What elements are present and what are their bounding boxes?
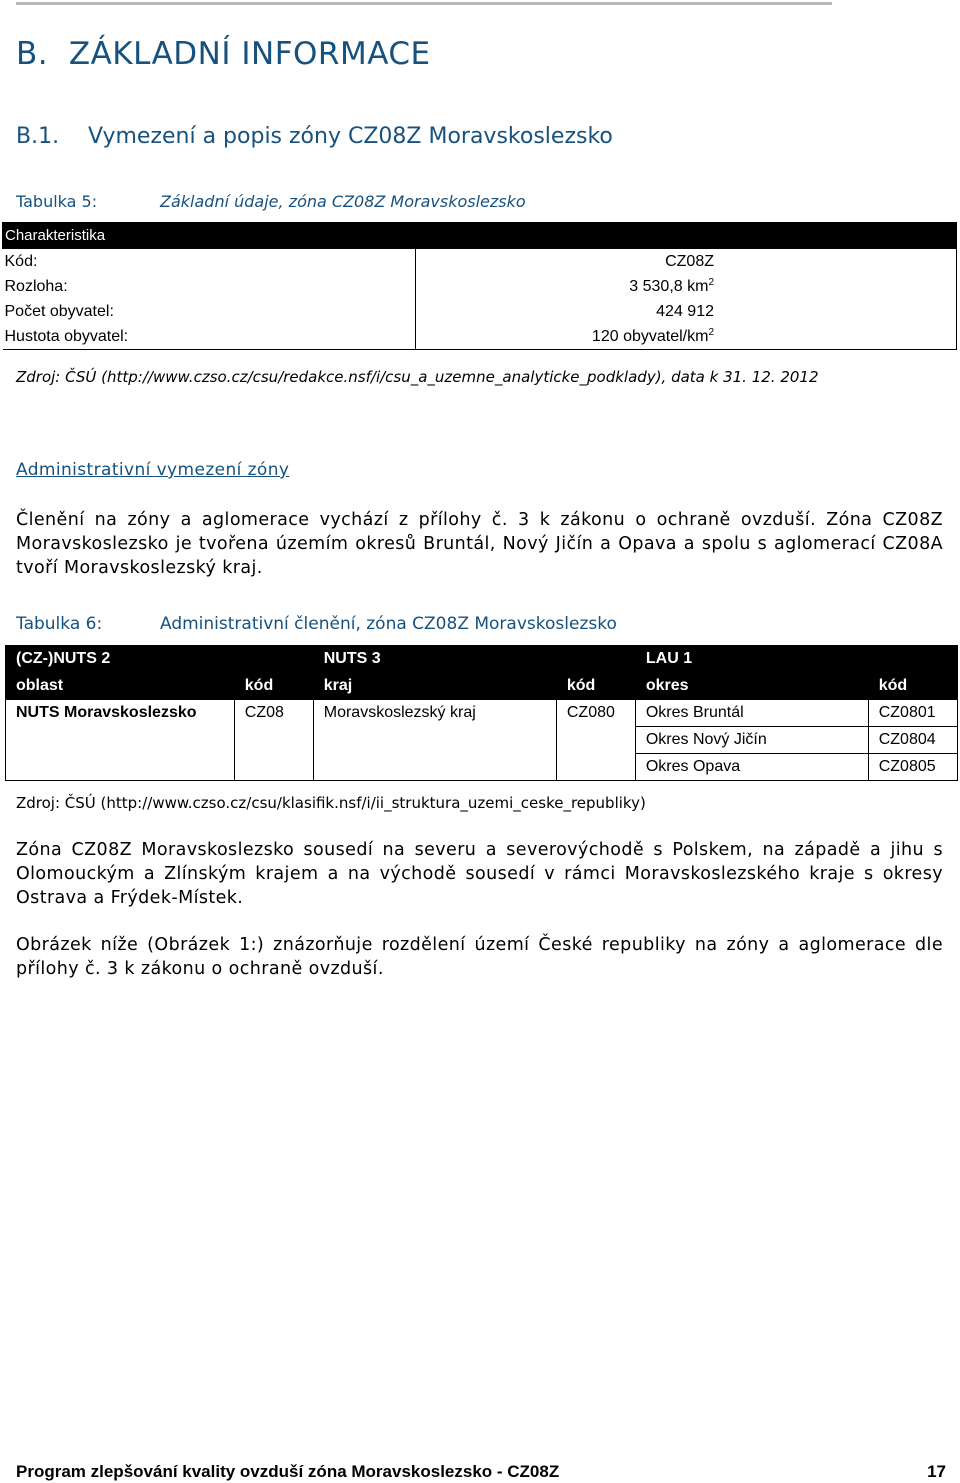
group-header-nuts3: NUTS 3 <box>313 646 635 673</box>
lau1-kod: CZ0801 <box>868 700 957 727</box>
table5-source: Zdroj: ČSÚ (http://www.czso.cz/csu/redakce.nsf/i/csu_a_uzemne_analyticke_podklady), data k 31. 12. 2012 <box>16 368 819 386</box>
section-title: Vymezení a popis zóny CZ08Z Moravskoslezsko <box>88 124 613 149</box>
nuts2-oblast: NUTS Moravskoslezsko <box>6 700 235 727</box>
table-row <box>3 324 957 350</box>
table6-caption-text: Administrativní členění, zóna CZ08Z Moravskoslezsko <box>160 614 617 634</box>
row-value <box>416 324 957 350</box>
page-number: 17 <box>927 1462 946 1481</box>
row-label: Rozloha: <box>3 274 416 299</box>
row-value: CZ08Z <box>416 249 957 275</box>
table5-caption-label: Tabulka 5: <box>16 192 98 211</box>
value-superscript: 2 <box>708 327 714 338</box>
empty-cell <box>556 754 635 781</box>
table-header-row <box>3 223 957 249</box>
basic-data-table <box>2 222 957 350</box>
table-header: Charakteristika <box>3 223 416 249</box>
table6-source: Zdroj: ČSÚ (http://www.czso.cz/csu/klasifik.nsf/i/ii_struktura_uzemi_ceske_republiky) <box>16 794 646 812</box>
nuts3-kraj: Moravskoslezský kraj <box>313 700 556 727</box>
nuts3-kod: CZ080 <box>556 700 635 727</box>
empty-cell <box>313 754 556 781</box>
empty-cell <box>6 754 235 781</box>
admin-division-table <box>5 645 958 781</box>
table-row <box>6 700 958 727</box>
footer-title: Program zlepšování kvality ovzduší zóna Moravskoslezsko - CZ08Z <box>16 1462 560 1481</box>
table-row <box>3 274 957 299</box>
empty-cell <box>6 727 235 754</box>
row-label: Počet obyvatel: <box>3 299 416 324</box>
admin-heading: Administrativní vymezení zóny <box>16 460 290 480</box>
group-header-lau1: LAU 1 <box>635 646 957 673</box>
lau1-okres: Okres Nový Jičín <box>635 727 868 754</box>
row-value: 424 912 <box>416 299 957 324</box>
column-header: kód <box>234 673 313 700</box>
chapter-title: ZÁKLADNÍ INFORMACE <box>68 36 431 72</box>
section-number: B.1. <box>16 124 60 149</box>
table6-caption-label: Tabulka 6: <box>16 614 103 634</box>
table5-caption <box>16 192 526 211</box>
figure-reference-paragraph: Obrázek níže (Obrázek 1:) znázorňuje rozdělení území České republiky na zóny a aglomerace dle přílohy č. 3 k zákonu o ochraně ovzduší. <box>16 935 943 979</box>
admin-paragraph: Členění na zóny a aglomerace vychází z přílohy č. 3 k zákonu o ochraně ovzduší. Zóna CZ08Z Moravskoslezsko je tvořena územím okresů Bruntál, Nový Jičín a Opava a spolu s aglomerací CZ08A tvoří Moravskoslezský kraj. <box>16 510 943 578</box>
column-header: oblast <box>6 673 235 700</box>
group-header-nuts2: (CZ-)NUTS 2 <box>6 646 314 673</box>
section-heading <box>16 124 613 149</box>
column-header: kód <box>868 673 957 700</box>
table-header-empty <box>416 223 957 249</box>
column-header: kód <box>556 673 635 700</box>
chapter-heading <box>16 36 431 72</box>
column-header: kraj <box>313 673 556 700</box>
lau1-kod: CZ0804 <box>868 727 957 754</box>
table6-caption <box>16 614 617 634</box>
column-header: okres <box>635 673 868 700</box>
value-text: 3 530,8 km <box>629 278 709 295</box>
table-row <box>3 299 957 324</box>
row-label: Kód: <box>3 249 416 275</box>
nuts2-kod: CZ08 <box>234 700 313 727</box>
lau1-okres: Okres Opava <box>635 754 868 781</box>
neighbors-paragraph: Zóna CZ08Z Moravskoslezsko sousedí na severu a severovýchodě s Polskem, na západě a jihu s Olomouckým a Zlínským krajem a na východě sousedí v rámci Moravskoslezského kraje s okresy Ostrava a Frýdek-Místek. <box>16 840 943 908</box>
table-row <box>6 727 958 754</box>
empty-cell <box>556 727 635 754</box>
lau1-okres: Okres Bruntál <box>635 700 868 727</box>
table-row <box>6 754 958 781</box>
group-header-row <box>6 646 958 673</box>
chapter-letter: B. <box>16 36 49 72</box>
top-rule <box>16 2 832 5</box>
row-label: Hustota obyvatel: <box>3 324 416 350</box>
column-header-row <box>6 673 958 700</box>
value-superscript: 2 <box>708 277 714 288</box>
empty-cell <box>234 754 313 781</box>
value-text: 120 obyvatel/km <box>591 328 709 345</box>
row-value <box>416 274 957 299</box>
empty-cell <box>313 727 556 754</box>
page-footer <box>16 1462 946 1482</box>
lau1-kod: CZ0805 <box>868 754 957 781</box>
table-row <box>3 249 957 275</box>
empty-cell <box>234 727 313 754</box>
table5-caption-text: Základní údaje, zóna CZ08Z Moravskoslezsko <box>160 192 526 211</box>
